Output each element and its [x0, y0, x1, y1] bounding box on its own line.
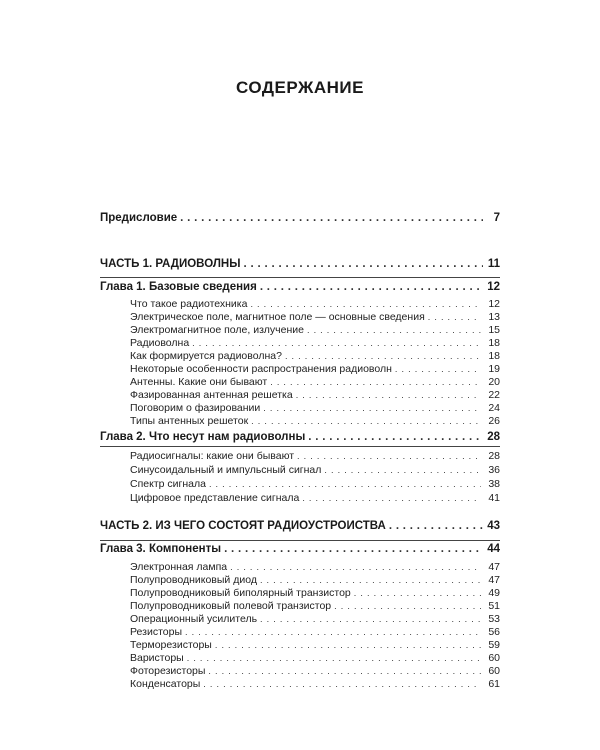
dot-leader	[302, 493, 481, 503]
toc-entry[interactable]	[130, 350, 500, 362]
entry-label: Глава 1. Базовые сведения	[100, 281, 257, 293]
dot-leader	[395, 364, 481, 374]
dot-leader	[296, 390, 481, 400]
page-number: 12	[488, 298, 500, 310]
entry-label: Полупроводниковый диод	[130, 574, 257, 586]
toc-entry[interactable]	[130, 561, 500, 573]
entry-label: Что такое радиотехника	[130, 298, 248, 310]
entry-label: Электрическое поле, магнитное поле — основные сведения	[130, 311, 425, 323]
page-number: 51	[488, 600, 500, 612]
dot-leader	[270, 377, 481, 387]
entry-label: Терморезисторы	[130, 639, 212, 651]
dot-leader	[324, 465, 481, 475]
toc-entry[interactable]	[130, 337, 500, 349]
dot-leader	[260, 575, 481, 585]
page-number: 20	[488, 376, 500, 388]
dot-leader	[203, 679, 481, 689]
dot-leader	[285, 351, 481, 361]
toc-entry-part2[interactable]	[100, 520, 500, 532]
entry-label: Глава 2. Что несут нам радиоволны	[100, 431, 306, 443]
toc-entry-chapter3[interactable]	[100, 543, 500, 555]
dot-leader	[180, 212, 483, 224]
entry-label: Резисторы	[130, 626, 182, 638]
divider	[100, 540, 500, 541]
page-title: СОДЕРЖАНИЕ	[236, 78, 364, 97]
entry-label: Полупроводниковый полевой транзистор	[130, 600, 332, 612]
entry-label: Предисловие	[100, 212, 178, 224]
toc-entry[interactable]	[130, 402, 500, 414]
page-number: 13	[488, 311, 500, 323]
table-of-contents	[100, 0, 500, 750]
entry-label: Цифровое представление сигнала	[130, 492, 300, 504]
page-number: 28	[487, 431, 500, 443]
page-number: 19	[488, 363, 500, 375]
dot-leader	[297, 451, 481, 461]
dot-leader	[260, 614, 481, 624]
entry-label: Поговорим о фазировании	[130, 402, 261, 414]
dot-leader	[263, 403, 481, 413]
page-number: 43	[487, 520, 500, 532]
toc-entry[interactable]	[130, 376, 500, 388]
toc-entry[interactable]	[130, 298, 500, 310]
page-number: 49	[488, 587, 500, 599]
toc-entry[interactable]	[130, 678, 500, 690]
toc-entry[interactable]	[130, 600, 500, 612]
dot-leader	[251, 416, 481, 426]
toc-entry[interactable]	[130, 587, 500, 599]
page-number: 44	[487, 543, 500, 555]
toc-entry[interactable]	[130, 492, 500, 504]
page-number: 36	[488, 464, 500, 476]
dot-leader	[187, 653, 481, 663]
toc-entry[interactable]	[130, 311, 500, 323]
divider	[100, 277, 500, 278]
entry-label: Типы антенных решеток	[130, 415, 249, 427]
dot-leader	[428, 312, 481, 322]
entry-label: Радиосигналы: какие они бывают	[130, 450, 295, 462]
entry-label: Некоторые особенности распространения радиоволн	[130, 363, 392, 375]
toc-entry[interactable]	[130, 363, 500, 375]
toc-entry[interactable]	[130, 613, 500, 625]
dot-leader	[260, 281, 483, 293]
dot-leader	[250, 299, 481, 309]
entry-label: Полупроводниковый биполярный транзистор	[130, 587, 351, 599]
toc-entry-part1[interactable]	[100, 258, 500, 270]
page-number: 15	[488, 324, 500, 336]
page-number: 28	[488, 450, 500, 462]
dot-leader	[209, 479, 481, 489]
toc-entry[interactable]	[130, 574, 500, 586]
entry-label: Электронная лампа	[130, 561, 228, 573]
dot-leader	[244, 258, 484, 270]
page-number: 24	[488, 402, 500, 414]
entry-label: Конденсаторы	[130, 678, 201, 690]
page-number: 11	[487, 258, 500, 270]
page-number: 22	[488, 389, 500, 401]
entry-label: Операционный усилитель	[130, 613, 258, 625]
page-number: 26	[488, 415, 500, 427]
toc-entry-preface[interactable]	[100, 212, 500, 224]
toc-entry[interactable]	[130, 652, 500, 664]
dot-leader	[334, 601, 481, 611]
page-number: 18	[488, 337, 500, 349]
page-number: 18	[488, 350, 500, 362]
page-number: 38	[488, 478, 500, 490]
dot-leader	[185, 627, 481, 637]
entry-label: Электромагнитное поле, излучение	[130, 324, 304, 336]
entry-label: Как формируется радиоволна?	[130, 350, 282, 362]
dot-leader	[354, 588, 481, 598]
entry-label: Антенны. Какие они бывают	[130, 376, 268, 388]
entry-label: Радиоволна	[130, 337, 190, 349]
toc-entry[interactable]	[130, 324, 500, 336]
divider	[100, 446, 500, 447]
page-number: 60	[488, 652, 500, 664]
page-number: 47	[488, 561, 500, 573]
entry-label: Спектр сигнала	[130, 478, 206, 490]
page-number: 56	[488, 626, 500, 638]
page-number: 60	[488, 665, 500, 677]
page-number: 53	[488, 613, 500, 625]
page-number: 59	[488, 639, 500, 651]
toc-entry-chapter1[interactable]	[100, 281, 500, 293]
dot-leader	[230, 562, 481, 572]
entry-label: Синусоидальный и импульсный сигнал	[130, 464, 322, 476]
entry-label: ЧАСТЬ 1. РАДИОВОЛНЫ	[100, 258, 241, 270]
page-number: 47	[488, 574, 500, 586]
toc-entry[interactable]	[130, 665, 500, 677]
page-number: 61	[488, 678, 500, 690]
entry-label: ЧАСТЬ 2. ИЗ ЧЕГО СОСТОЯТ РАДИОУСТРОЙСТВА	[100, 520, 386, 532]
entry-label: Фазированная антенная решетка	[130, 389, 293, 401]
entry-label: Варисторы	[130, 652, 184, 664]
toc-entry[interactable]	[130, 464, 500, 476]
toc-entry[interactable]	[130, 478, 500, 490]
dot-leader	[224, 543, 483, 555]
entry-label: Глава 3. Компоненты	[100, 543, 222, 555]
page-number: 7	[493, 212, 500, 224]
toc-entry[interactable]	[130, 639, 500, 651]
entry-label: Фоторезисторы	[130, 665, 206, 677]
toc-entry-chapter2[interactable]	[100, 431, 500, 443]
dot-leader	[308, 431, 483, 443]
toc-entry[interactable]	[130, 450, 500, 462]
toc-entry[interactable]	[130, 389, 500, 401]
dot-leader	[389, 520, 483, 532]
dot-leader	[215, 640, 481, 650]
dot-leader	[307, 325, 481, 335]
dot-leader	[208, 666, 481, 676]
page-number: 41	[488, 492, 500, 504]
toc-entry[interactable]	[130, 415, 500, 427]
page-number: 12	[487, 281, 500, 293]
toc-entry[interactable]	[130, 626, 500, 638]
dot-leader	[192, 338, 481, 348]
